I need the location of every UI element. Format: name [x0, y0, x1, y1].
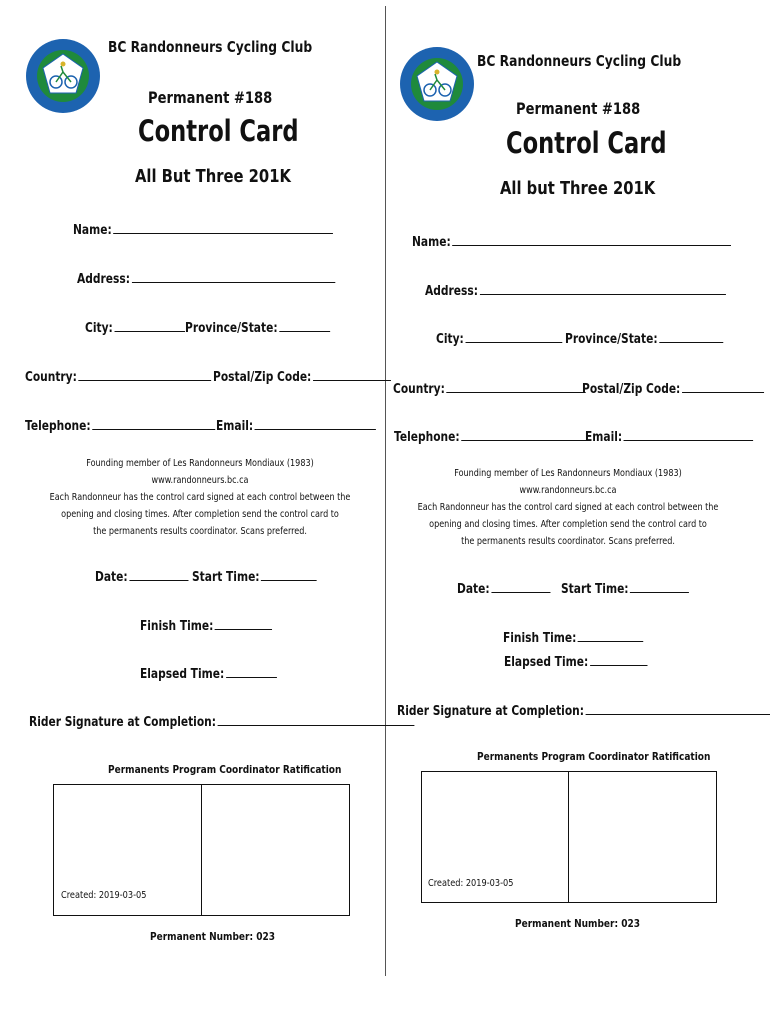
country-label: Country: — [25, 370, 77, 385]
name-field[interactable] — [73, 221, 333, 238]
finish-time-label: Finish Time: — [503, 631, 577, 646]
info-block — [398, 465, 738, 550]
elapsed-time-field[interactable] — [504, 653, 647, 670]
start-time-line — [630, 580, 689, 593]
permanent-label: Permanent #188 — [148, 88, 273, 107]
finish-time-line — [215, 617, 272, 630]
info-block — [30, 455, 370, 540]
info-line: the permanents results coordinator. Scans preferred. — [93, 526, 307, 537]
province-field[interactable] — [185, 319, 330, 336]
bc-randonneurs-logo — [25, 38, 101, 114]
name-line — [113, 221, 333, 234]
start-time-line — [261, 568, 317, 581]
date-line — [491, 580, 550, 593]
rider-signature-line — [586, 702, 770, 715]
telephone-label: Telephone: — [25, 419, 91, 434]
rider-signature-field[interactable] — [397, 702, 770, 719]
postal-field[interactable] — [213, 368, 391, 385]
name-line — [452, 233, 731, 246]
ratification-box[interactable] — [53, 784, 350, 916]
finish-time-line — [578, 629, 644, 642]
email-label: Email: — [216, 419, 254, 434]
start-time-label: Start Time: — [192, 570, 260, 585]
info-line: Each Randonneur has the control card signed at each control between the — [49, 492, 351, 503]
postal-line — [682, 380, 764, 393]
address-line — [132, 270, 335, 283]
country-label: Country: — [393, 382, 445, 397]
card-title: Control Card — [506, 126, 667, 160]
address-field[interactable] — [425, 282, 726, 299]
ratification-box-divider — [201, 785, 202, 915]
postal-label: Postal/Zip Code: — [213, 370, 312, 385]
info-line: opening and closing times. After completion send the control card to — [61, 509, 339, 520]
start-time-field[interactable] — [192, 568, 317, 585]
province-line — [279, 319, 330, 332]
finish-time-field[interactable] — [140, 617, 272, 634]
country-field[interactable] — [25, 368, 211, 385]
postal-line — [313, 368, 391, 381]
ratification-heading: Permanents Program Coordinator Ratification — [477, 750, 711, 763]
telephone-line — [92, 417, 215, 430]
elapsed-time-label: Elapsed Time: — [140, 667, 225, 682]
info-line: Each Randonneur has the control card signed at each control between the — [417, 502, 719, 513]
telephone-field[interactable] — [394, 428, 591, 445]
country-line — [79, 368, 212, 381]
date-label: Date: — [95, 570, 128, 585]
province-label: Province/State: — [565, 332, 658, 347]
elapsed-time-line — [226, 665, 277, 678]
country-line — [447, 380, 586, 393]
city-line — [114, 319, 185, 332]
city-label: City: — [436, 332, 464, 347]
elapsed-time-label: Elapsed Time: — [504, 655, 589, 670]
postal-label: Postal/Zip Code: — [582, 382, 681, 397]
name-label: Name: — [73, 223, 112, 238]
info-line: Founding member of Les Randonneurs Mondiaux (1983) — [454, 468, 682, 479]
permanent-number: Permanent Number: 023 — [515, 917, 641, 930]
finish-time-label: Finish Time: — [140, 619, 214, 634]
email-label: Email: — [585, 430, 623, 445]
ratification-box-divider — [568, 772, 569, 902]
address-line — [480, 282, 726, 295]
info-line: www.randonneurs.bc.ca — [151, 475, 249, 486]
elapsed-time-field[interactable] — [140, 665, 277, 682]
city-field[interactable] — [85, 319, 185, 336]
date-field[interactable] — [95, 568, 188, 585]
finish-time-field[interactable] — [503, 629, 644, 646]
start-time-label: Start Time: — [561, 582, 629, 597]
club-name: BC Randonneurs Cycling Club — [108, 38, 313, 56]
name-field[interactable] — [412, 233, 731, 250]
province-label: Province/State: — [185, 321, 278, 336]
card-title: Control Card — [138, 114, 299, 148]
email-field[interactable] — [216, 417, 376, 434]
name-label: Name: — [412, 235, 451, 250]
city-label: City: — [85, 321, 113, 336]
email-line — [255, 417, 376, 430]
email-line — [624, 428, 754, 441]
bc-randonneurs-logo — [399, 46, 475, 122]
club-name: BC Randonneurs Cycling Club — [477, 52, 682, 70]
telephone-label: Telephone: — [394, 430, 460, 445]
info-line: www.randonneurs.bc.ca — [519, 485, 617, 496]
created-date: Created: 2019-03-05 — [61, 890, 147, 901]
email-field[interactable] — [585, 428, 753, 445]
rider-signature-field[interactable] — [29, 713, 414, 730]
ratification-heading: Permanents Program Coordinator Ratification — [108, 763, 342, 776]
ratification-box[interactable] — [421, 771, 717, 903]
route-name: All but Three 201K — [500, 178, 656, 199]
province-line — [659, 330, 723, 343]
address-label: Address: — [425, 284, 478, 299]
info-line: the permanents results coordinator. Scans preferred. — [461, 536, 675, 547]
date-label: Date: — [457, 582, 490, 597]
telephone-field[interactable] — [25, 417, 215, 434]
permanent-label: Permanent #188 — [516, 99, 641, 118]
country-field[interactable] — [393, 380, 586, 397]
city-line — [465, 330, 562, 343]
created-date: Created: 2019-03-05 — [428, 878, 514, 889]
address-field[interactable] — [77, 270, 335, 287]
info-line: opening and closing times. After completion send the control card to — [429, 519, 707, 530]
elapsed-time-line — [590, 653, 647, 666]
date-field[interactable] — [457, 580, 550, 597]
rider-signature-label: Rider Signature at Completion: — [29, 715, 217, 730]
route-name: All But Three 201K — [135, 166, 291, 187]
telephone-line — [461, 428, 591, 441]
province-field[interactable] — [565, 330, 723, 347]
permanent-number: Permanent Number: 023 — [150, 930, 276, 943]
address-label: Address: — [77, 272, 130, 287]
date-line — [129, 568, 188, 581]
info-line: Founding member of Les Randonneurs Mondiaux (1983) — [86, 458, 314, 469]
start-time-field[interactable] — [561, 580, 689, 597]
city-field[interactable] — [436, 330, 562, 347]
rider-signature-label: Rider Signature at Completion: — [397, 704, 585, 719]
control-card-right — [385, 0, 770, 1024]
postal-field[interactable] — [582, 380, 764, 397]
